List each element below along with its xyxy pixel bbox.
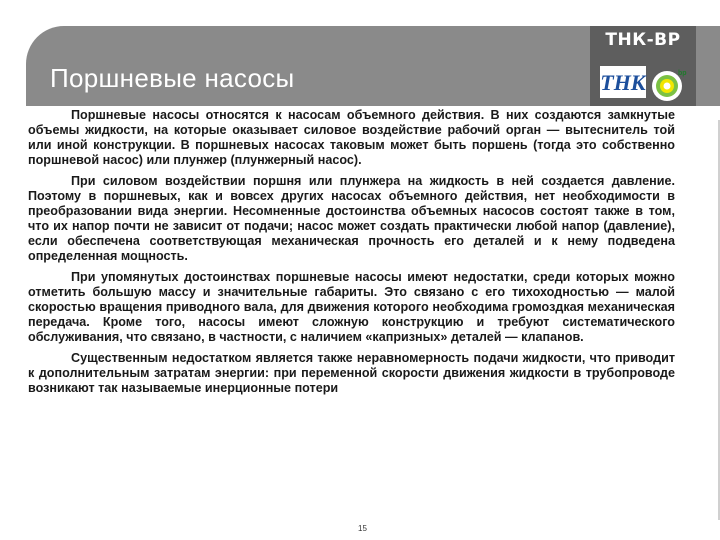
paragraph-1: Поршневые насосы относятся к насосам объемного действия. В них создаются замкнутые объемы жидкости, на которые оказывает силовое воздействие рабочий орган — вытеснитель той или иной конструкции. В поршневых насосах таковым может быть поршень (тогда это собственно поршневой насос) или плунжер (плунжерный насос).: [28, 108, 675, 167]
tnk-logo-icon: [600, 66, 646, 98]
logo-brand-text: ТНК-ВР: [605, 30, 681, 50]
page-number: 15: [358, 524, 367, 533]
bp-label: bp: [678, 70, 687, 77]
slide-title: Поршневые насосы: [50, 63, 295, 93]
bp-helios-icon: [650, 68, 687, 102]
svg-text:ТНК: ТНК: [600, 70, 646, 95]
paragraph-4: Существенным недостатком является также неравномерность подачи жидкости, что приводит к дополнительным затратам энергии: при переменной скорости движения жидкости в трубопроводе возникают так называемые инерционные потери: [28, 351, 675, 395]
paragraph-3: При упомянутых достоинствах поршневые насосы имеют недостатки, среди которых можно отметить большую массу и значительные габариты. Это связано с его тихоходностью — малой скоростью вращения приводного вала, для движения которого необходима громоздкая механическая передача. Кроме того, насосы имеют сложную конструкцию и требуют систематического обслуживания, что связано, в частности, с наличием «капризных» деталей — клапанов.: [28, 270, 675, 344]
paragraph-2: При силовом воздействии поршня или плунжера на жидкость в ней создается давление. Поэтому в поршневых, как и вовсех других насосах объемного действия, нет необходимости в преобразовании вида энергии. Несомненные достоинства объемных насосов состоят также в том, что их напор почти не зависит от подачи; насос может создать практически любой напор (давление), если обеспечена соответствующая механическая прочность его деталей и к нему подведена определенная мощность.: [28, 174, 675, 263]
company-logo: [590, 26, 696, 106]
body-text: [28, 108, 675, 402]
